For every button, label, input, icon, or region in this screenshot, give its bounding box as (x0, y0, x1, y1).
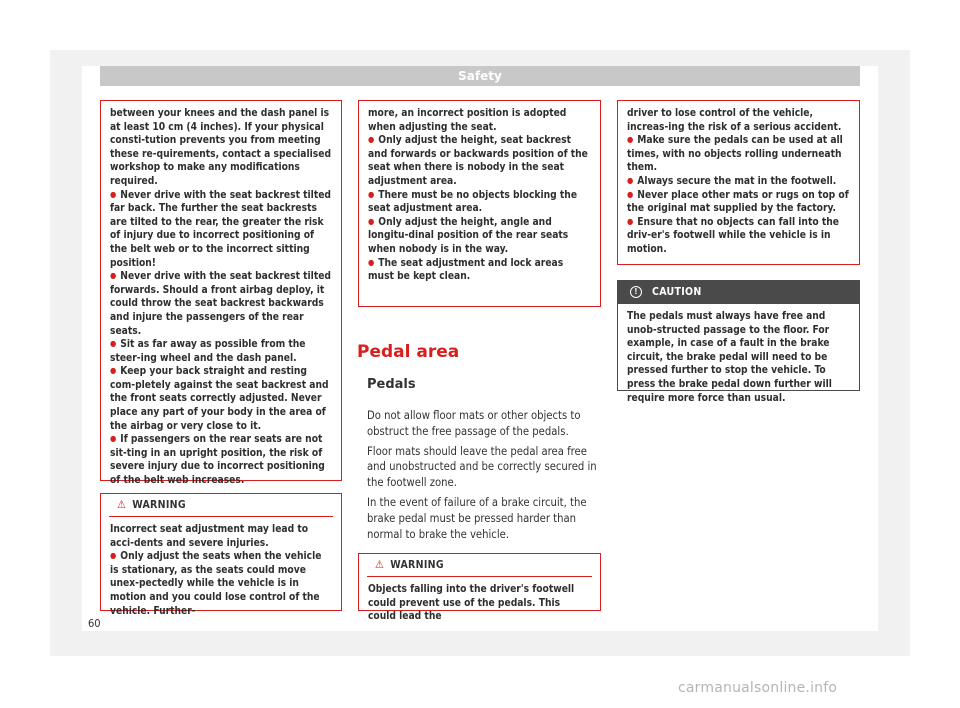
body-text (367, 408, 603, 546)
caution-label: CAUTION (652, 286, 702, 298)
paragraph: In the event of failure of a brake circuit, the brake pedal must be pressed harder than normal to brake the vehicle. (367, 495, 587, 541)
bullet-item: ● Never drive with the seat backrest tilted far back. The further the seat backrests are tilted to the rear, the greater the risk of injury due to incorrect positioning of the belt web or to the incorrect sitting position! (110, 189, 332, 271)
paragraph: driver to lose control of the vehicle, increas-ing the risk of a serious accident. (627, 108, 842, 133)
warning-box-body (359, 577, 600, 632)
bullet-item: ● Always secure the mat in the footwell. (627, 175, 850, 189)
warning-title (367, 554, 592, 577)
warning-box-continued (100, 100, 342, 487)
warning-box-body (101, 517, 341, 626)
bullet-item: ● Never drive with the seat backrest tilted forwards. Should a front airbag deploy, it could throw the seat backrest backwards and injure the passengers of the rear seats. (110, 270, 332, 338)
bullet-item: ● There must be no objects blocking the seat adjustment area. (368, 189, 591, 216)
bullet-item: ● If passengers on the rear seats are not sit-ting in an upright position, the risk of severe injury due to incorrect positioning of the belt web increases. (110, 433, 332, 487)
warning-box-body (618, 101, 859, 265)
watermark: carmanualsonline.info (678, 680, 838, 696)
paragraph: Floor mats should leave the pedal area free and unobstructed and be correctly secured in the footwell zone. (367, 444, 597, 490)
warning-label: WARNING (390, 559, 444, 571)
bullet-item: ● Never place other mats or rugs on top of the original mat supplied by the factory. (627, 189, 850, 216)
bullet-item: ● Keep your back straight and resting com-pletely against the seat backrest and the front seats correctly adjusted. Never place any part of your body in the area of the airbag or very close to it. (110, 365, 332, 433)
warning-box-continued (617, 100, 860, 265)
bullet-item: ● Only adjust the height, angle and longitu-dinal position of the rear seats when nobody is in the way. (368, 216, 591, 257)
warning-triangle-icon: ⚠ (117, 498, 127, 511)
bullet-item: ● Ensure that no objects can fall into the driv-er's footwell while the vehicle is in motion. (627, 216, 850, 257)
bullet-item: ● Make sure the pedals can be used at all times, with no objects rolling underneath them. (627, 134, 850, 175)
warning-title (109, 494, 333, 517)
paragraph: Incorrect seat adjustment may lead to acci-dents and severe injuries. (110, 524, 309, 549)
caution-title (618, 281, 859, 304)
bullet-item: ● Only adjust the height, seat backrest and forwards or backwards position of the seat when there is nobody in the seat adjustment area. (368, 134, 591, 188)
warning-box-body (101, 101, 341, 496)
paragraph: between your knees and the dash panel is at least 10 cm (4 inches). If your physical consti-tution prevents you from meeting these re-quirements, contact a specialised workshop to make any modifications required. (110, 108, 332, 187)
bullet-item: ● Only adjust the seats when the vehicle is stationary, as the seats could move unex-pectedly while the vehicle is in motion and you could lose control of the vehicle. Further- (110, 550, 332, 618)
warning-label: WARNING (132, 499, 186, 511)
info-circle-icon: ! (630, 286, 642, 298)
chapter-header: Safety (100, 66, 860, 86)
paragraph: The pedals must always have free and unob-structed passage to the floor. For example, in case of a fault in the brake circuit, the brake pedal will need to be pressed further to stop the vehicle. To press the brake pedal down further will require more force than usual. (627, 311, 832, 404)
paragraph: more, an incorrect position is adopted when adjusting the seat. (368, 108, 567, 133)
warning-box (100, 493, 342, 617)
section-title: Pedal area (357, 342, 460, 362)
bullet-item: ● The seat adjustment and lock areas must be kept clean. (368, 257, 591, 284)
bullet-item: ● Sit as far away as possible from the steer-ing wheel and the dash panel. (110, 338, 332, 365)
caution-box (617, 280, 860, 404)
warning-box (358, 553, 601, 623)
paragraph: Do not allow floor mats or other objects to obstruct the free passage of the pedals. (367, 409, 581, 438)
warning-triangle-icon: ⚠ (375, 558, 385, 571)
warning-box-body (359, 101, 600, 292)
warning-box-continued (358, 100, 601, 307)
caution-box-body (618, 304, 859, 413)
page-number: 60 (88, 617, 101, 630)
paragraph: Objects falling into the driver's footwell could prevent use of the pedals. This could lead the (368, 584, 575, 623)
section-subtitle: Pedals (367, 377, 416, 392)
